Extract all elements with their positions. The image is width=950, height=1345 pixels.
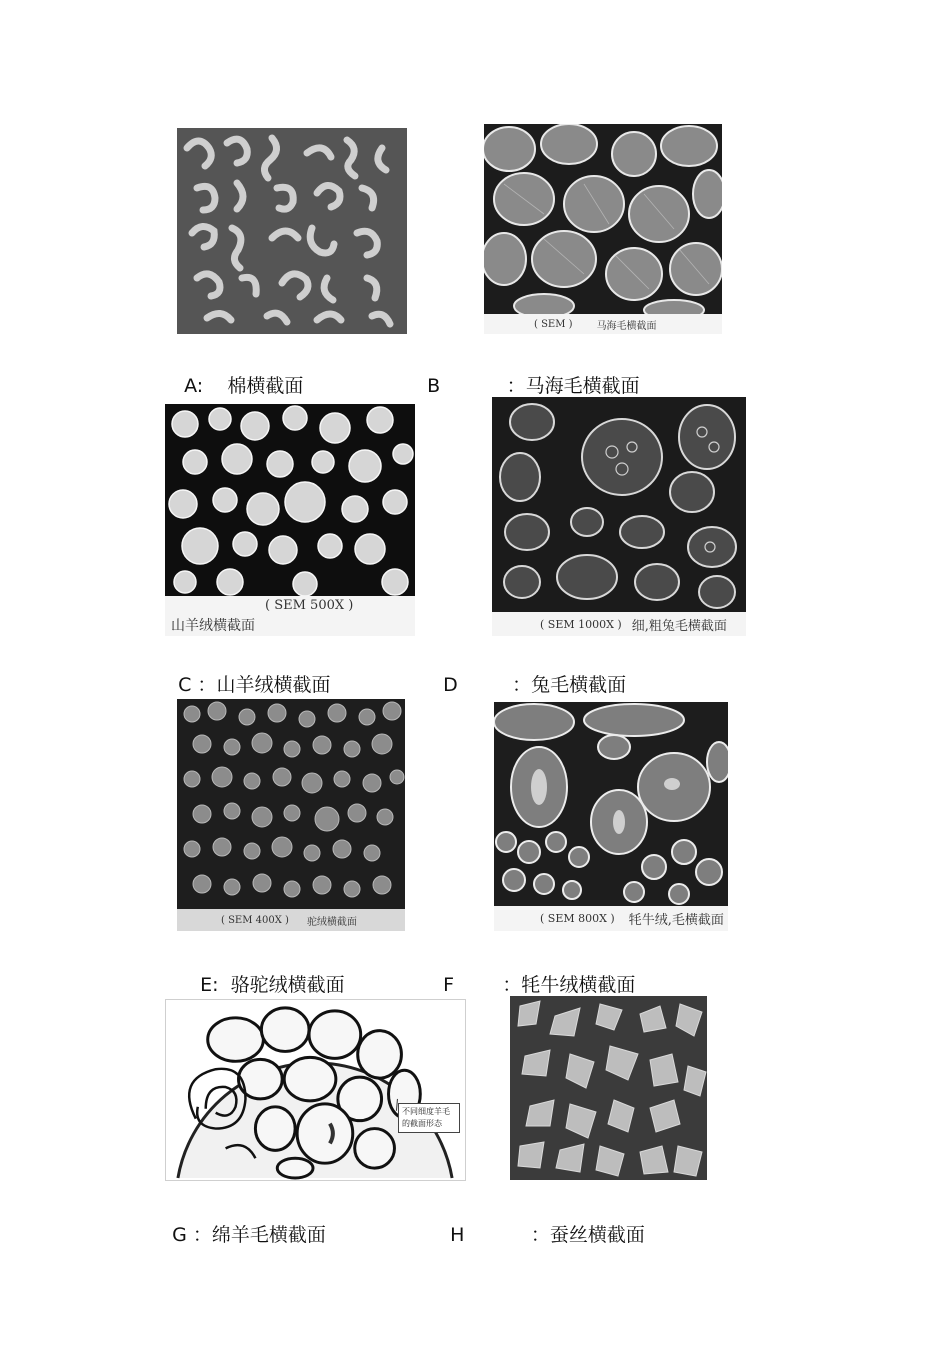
photo-a-cotton (177, 128, 407, 334)
photo-f-yak (494, 702, 728, 931)
photo-b-caption-sem: ( SEM ) (534, 318, 573, 330)
figure-d-text: 兔毛横截面 (531, 674, 627, 696)
figure-e-letter: E (200, 974, 213, 996)
figure-b-letter: B (427, 375, 441, 397)
photo-f-caption-title: 牦牛绒,毛横截面 (628, 913, 724, 928)
photo-d-caption-sem: ( SEM 1000X ) (540, 617, 622, 631)
figure-f-letter: F (443, 974, 455, 996)
figure-c-sep: ： (197, 674, 217, 696)
photo-f-caption-sem: ( SEM 800X ) (540, 912, 615, 925)
photo-g-wool (165, 999, 466, 1181)
photo-e-camel (177, 699, 405, 931)
figure-c-letter: C (178, 674, 192, 696)
figure-g-text: 绵羊毛横截面 (211, 1224, 326, 1246)
photo-c-caption-title: 山羊绒横截面 (171, 617, 255, 634)
photo-g-callout: 不同细度羊毛的截面形态 (398, 1103, 460, 1133)
figure-a-text: 棉横截面 (227, 375, 304, 397)
figure-b-text: 马海毛横截面 (525, 375, 640, 397)
figure-f-sep: ： (502, 974, 522, 996)
figure-g-letter: G (172, 1224, 187, 1246)
figure-f-text: 牦牛绒横截面 (521, 974, 636, 996)
figure-h-caption (438, 1207, 645, 1245)
photo-d-rabbit (492, 397, 746, 636)
figure-e-sep: : (212, 974, 219, 996)
figure-a-letter: A (184, 375, 197, 397)
figure-h-sep: ： (530, 1224, 550, 1246)
figure-c-text: 山羊绒横截面 (216, 674, 331, 696)
figure-d-letter: D (443, 674, 458, 696)
figure-f-caption (431, 957, 635, 995)
figure-a-sep: : (196, 375, 204, 397)
figure-a-caption (172, 358, 303, 396)
photo-c-caption-sem: ( SEM 500X ) (265, 597, 354, 613)
photo-b-caption (484, 314, 722, 334)
figure-g-sep: ： (192, 1224, 212, 1246)
photo-e-caption-sem: ( SEM 400X ) (221, 914, 289, 926)
figure-e-caption (188, 957, 345, 995)
figure-b-sep: ： (506, 375, 526, 397)
photo-d-caption (492, 612, 746, 636)
figure-h-letter: H (450, 1224, 465, 1246)
photo-e-caption (177, 909, 405, 931)
figure-g-caption (160, 1207, 326, 1245)
figure-d-sep: ： (512, 674, 532, 696)
figure-b-caption (415, 358, 640, 396)
figure-e-text: 骆驼绒横截面 (230, 974, 345, 996)
photo-b-mohair (484, 124, 722, 334)
photo-c-caption (165, 596, 415, 636)
photo-b-caption-title: 马海毛横截面 (596, 320, 657, 332)
photo-e-caption-title: 驼绒横截面 (306, 916, 357, 928)
figure-c-caption (166, 657, 330, 695)
figure-h-text: 蚕丝横截面 (549, 1224, 645, 1246)
photo-h-silk (510, 996, 707, 1180)
figure-d-caption (431, 657, 626, 695)
photo-d-caption-title: 细,粗兔毛横截面 (631, 618, 727, 634)
photo-f-caption (494, 906, 728, 931)
photo-c-cashmere (165, 404, 415, 636)
